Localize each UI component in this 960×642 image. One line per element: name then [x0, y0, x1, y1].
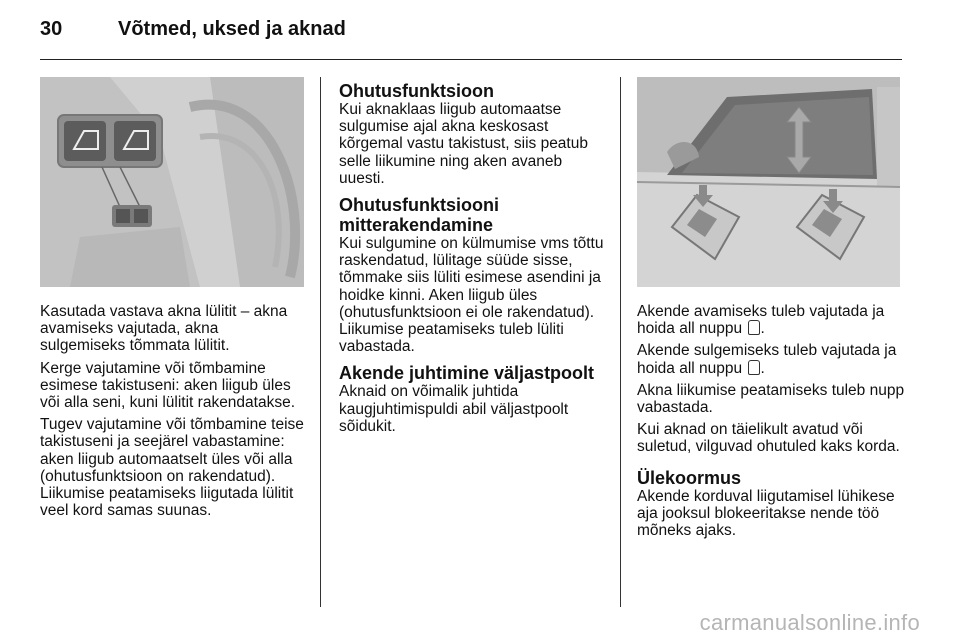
section-text: Kui aknaklaas liigub automaatse sulgumise ajal akna keskosast kõrgemal vastu takistust, siis peatub selle liikumine ning aken avaneb uuesti.: [339, 101, 588, 187]
header-rule: [40, 59, 902, 60]
text: .: [760, 320, 765, 338]
text: .: [760, 359, 765, 377]
paragraph: Kui aknad on täielikult avatud või suletud, vilguvad ohutuled kaks korda.: [637, 421, 900, 456]
watermark: carmanualsonline.info: [699, 610, 920, 635]
section-heading: Ohutusfunktsiooni mitterakendamine: [339, 195, 499, 236]
column-divider: [620, 77, 621, 607]
section-text: Aknaid on võimalik juhtida kaugjuhtimispuldi abil väljastpoolt sõidukit.: [339, 383, 569, 435]
paragraph: Kerge vajutamine või tõmbamine esimese takistuseni: aken liigub üles või alla seni, kuni lülitit rakendatakse.: [40, 359, 296, 412]
lock-icon: [748, 360, 760, 375]
section-text: Kui sulgumine on külmumise vms tõttu raskendatud, lülitage süüde sisse, tõmmake siis lüliti esimese asendini ja hoidke kinni. Aken liigub üles (ohutusfunktsioon ei ole rakendatud). Liikumise peatamiseks tuleb lüliti vabastada.: [339, 235, 604, 356]
page-title: Võtmed, uksed ja aknad: [118, 18, 346, 40]
remote-window-illustration: [637, 77, 900, 287]
column-2: [339, 81, 605, 443]
paragraph: Kasutada vastava akna lülitit – akna avamiseks vajutada, akna sulgemiseks tõmmata lülitit.: [40, 303, 288, 355]
section-overload: [637, 468, 905, 540]
page-number: 30: [40, 18, 63, 40]
paragraph: [637, 342, 905, 376]
section-override: [339, 195, 605, 355]
arrow-icon: [637, 77, 900, 287]
window-switch-illustration: [40, 77, 304, 287]
window-switch-icon: [40, 77, 304, 287]
section-heading: Akende juhtimine väljastpoolt: [339, 363, 595, 384]
column-divider: [320, 77, 321, 607]
text: Akende sulgemiseks tuleb vajutada ja hoida all nuppu: [637, 342, 897, 377]
section-heading: Ülekoormus: [637, 467, 742, 488]
section-heading: Ohutusfunktsioon: [339, 81, 494, 101]
section-remote: [339, 363, 605, 435]
column-1: [40, 303, 306, 524]
paragraph: Akna liikumise peatamiseks tuleb nupp vabastada.: [637, 381, 905, 417]
text: Akende avamiseks tuleb vajutada ja hoida all nuppu: [637, 303, 885, 338]
unlock-icon: [748, 320, 760, 335]
column-3: [637, 303, 905, 547]
section-text: Akende korduval liigutamisel lühikese aja jooksul blokeeritakse nende töö mõneks ajaks.: [637, 487, 895, 540]
section-safety: [339, 81, 605, 187]
paragraph: Tugev vajutamine või tõmbamine teise takistuseni ja seejärel vabastamine: aken liigub automaatselt üles või alla (ohutusfunktsioon on rakendatud). Liikumise peatamiseks liigutada lülitit veel kord samas suunas.: [40, 416, 304, 520]
paragraph: [637, 303, 905, 337]
